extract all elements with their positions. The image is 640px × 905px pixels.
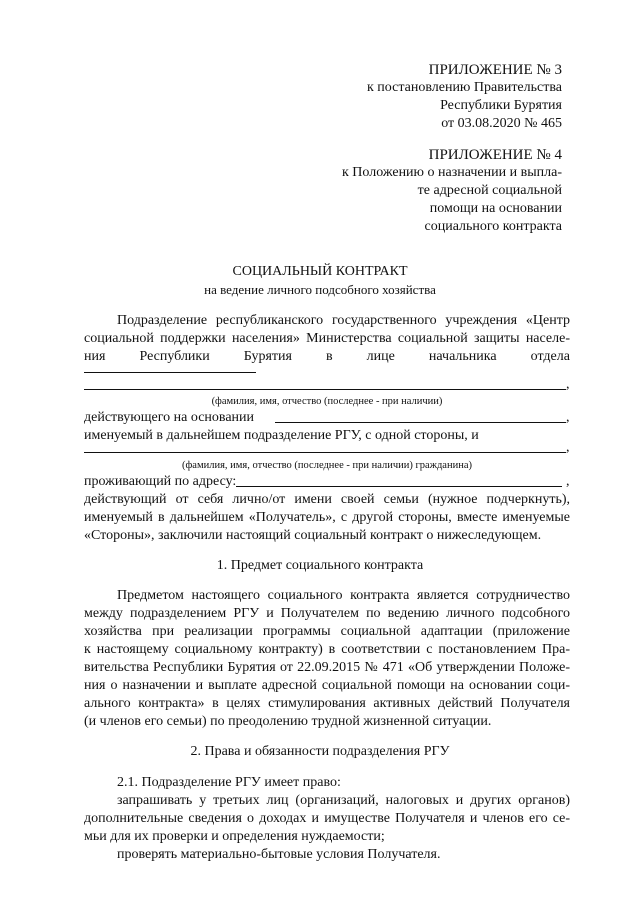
- document-title: СОЦИАЛЬНЫЙ КОНТРАКТ: [232, 264, 408, 279]
- section-1-line: вительства Республики Бурятия от 22.09.2015 № 471 «Об утверждении Положе-: [84, 660, 570, 675]
- annex3-line3: от 03.08.2020 № 465: [441, 116, 562, 131]
- section-2-heading: 2. Права и обязанности подразделения РГУ: [190, 744, 450, 759]
- section-2-subheading: 2.1. Подразделение РГУ имеет право:: [117, 775, 341, 790]
- recipient-line: именуемый в дальнейшем «Получатель», с другой стороны, вместе именуемые: [84, 510, 570, 525]
- blank-name-line: [84, 389, 566, 390]
- caption-name-citizen: (фамилия, имя, отчество (последнее - при наличии) гражданина): [182, 460, 472, 471]
- annex4-line2: те адресной социальной: [417, 183, 562, 198]
- intro-word: ния: [84, 349, 106, 364]
- section-2-line: проверять материально-бытовые условия Получателя.: [117, 847, 441, 862]
- annex4-line1: к Положению о назначении и выпла-: [342, 165, 562, 180]
- intro-word: Республики: [139, 349, 210, 364]
- intro-word: отдела: [530, 349, 570, 364]
- document-subtitle: на ведение личного подсобного хозяйства: [204, 282, 436, 297]
- section-1-line: к настоящему социальному контракту) в соответствии с постановлением Пра-: [84, 642, 570, 657]
- blank-department-line: [84, 372, 256, 373]
- intro-word: лице: [366, 349, 395, 364]
- section-1-line: между подразделением РГУ и Получателем по ведению личного подсобного: [84, 606, 570, 621]
- parties-line: «Стороны», заключили настоящий социальный контракт о нижеследующем.: [84, 528, 542, 543]
- address-label: проживающий по адресу:: [84, 474, 237, 489]
- blank-citizen-line: [84, 452, 566, 453]
- annex4-line3: помощи на основании: [429, 201, 562, 216]
- blank-address-line: [236, 486, 562, 487]
- section-1-line: (и членов его семьи) по преодолению трудной жизненной ситуации.: [84, 714, 492, 729]
- section-1-heading: 1. Предмет социального контракта: [216, 558, 424, 573]
- self-line: действующий от себя лично/от имени своей семьи (нужное подчеркнуть),: [84, 492, 570, 507]
- comma: ,: [566, 377, 570, 392]
- comma: ,: [566, 410, 570, 425]
- section-2-line: дополнительные сведения о доходах и имуществе Получателя и членов его се-: [84, 811, 570, 826]
- intro-line-2: социальной поддержки населения» Министерства социальной защиты населе-: [84, 331, 570, 346]
- intro-word: начальника: [428, 349, 497, 364]
- comma: ,: [566, 440, 570, 455]
- section-1-line: ального контракта» в целях стимулирования активных действий Получателя: [84, 696, 570, 711]
- section-1-line: хозяйства при реализации программы социальной адаптации (приложение: [84, 624, 570, 639]
- annex4-title: ПРИЛОЖЕНИЕ № 4: [428, 147, 562, 163]
- annex4-line4: социального контракта: [424, 219, 562, 234]
- annex3-title: ПРИЛОЖЕНИЕ № 3: [428, 62, 562, 78]
- intro-word: Бурятия: [243, 349, 292, 364]
- basis-label: действующего на основании: [84, 410, 255, 425]
- named-line: именуемый в дальнейшем подразделение РГУ, с одной стороны, и: [84, 428, 479, 443]
- intro-word: в: [326, 349, 333, 364]
- annex3-line2: Республики Бурятия: [440, 98, 562, 113]
- blank-basis-line: [275, 422, 566, 423]
- section-1-line: Предметом настоящего социального контракта является сотрудничество: [117, 588, 570, 603]
- section-1-line: ния о назначении и выплате адресной социальной помощи на основании соци-: [84, 678, 570, 693]
- caption-name-official: (фамилия, имя, отчество (последнее - при наличии): [211, 396, 443, 407]
- annex3-line1: к постановлению Правительства: [366, 80, 562, 95]
- comma: ,: [566, 474, 570, 489]
- section-2-line: запрашивать у третьих лиц (организаций, налоговых и других органов): [117, 793, 570, 808]
- intro-line-1: Подразделение республиканского государственного учреждения «Центр: [117, 313, 570, 328]
- intro-line-3: [84, 348, 570, 366]
- section-2-line: мьи для их проверки и определения нуждаемости;: [84, 829, 385, 844]
